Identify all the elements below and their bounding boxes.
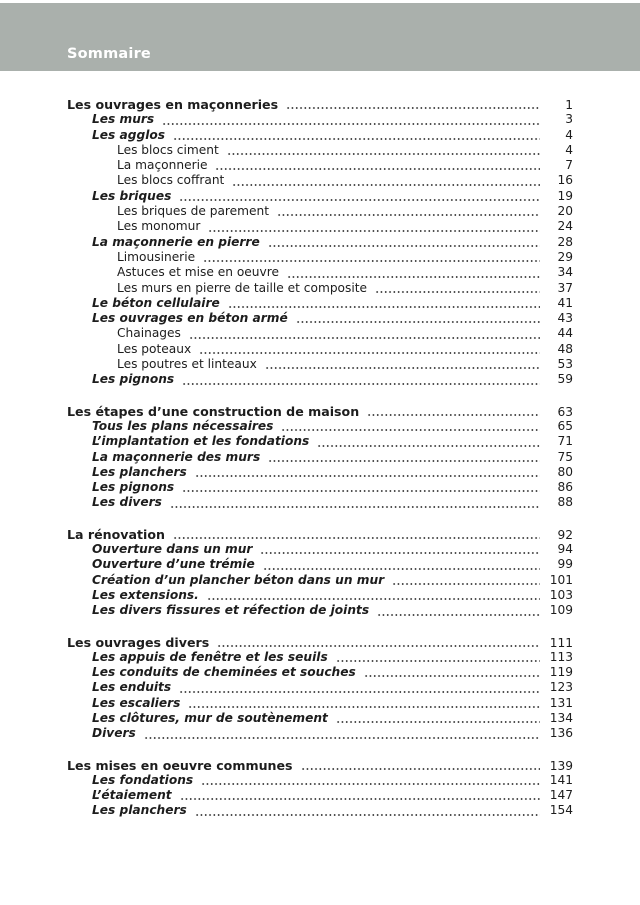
dot-leader — [286, 107, 540, 109]
dot-leader — [188, 706, 540, 708]
toc-entry-page: 75 — [557, 449, 573, 464]
toc-entry-label: La maçonnerie des murs — [92, 449, 261, 464]
toc-entry-label: Les étapes d’une construction de maison — [67, 403, 360, 419]
toc-entry — [67, 788, 573, 803]
toc-section-heading — [67, 97, 573, 112]
toc-entry-label: Les ouvrages en béton armé — [92, 311, 288, 326]
dot-leader — [277, 214, 540, 216]
dot-leader — [260, 552, 540, 554]
toc-entry-page: 154 — [549, 803, 573, 818]
toc-entry — [67, 357, 573, 372]
toc-entry — [67, 773, 573, 788]
dot-leader — [182, 490, 540, 492]
dot-leader — [228, 306, 540, 308]
toc-section-heading — [67, 635, 573, 650]
toc-entry-page: 123 — [549, 680, 573, 695]
dot-leader — [301, 768, 540, 770]
toc-entry-label: Les ouvrages en maçonneries — [67, 97, 279, 112]
dot-leader — [265, 367, 540, 369]
toc-entry-page: 37 — [557, 280, 573, 295]
dot-leader — [392, 583, 540, 585]
toc-entry-page: 16 — [557, 173, 573, 188]
dot-leader — [281, 429, 540, 431]
dot-leader — [377, 614, 540, 616]
toc-entry — [67, 480, 573, 495]
toc-entry-page: 65 — [557, 418, 573, 433]
toc-entry-label: Les conduits de cheminées et souches — [92, 665, 356, 680]
toc-entry-page: 20 — [557, 204, 573, 219]
toc-entry — [67, 603, 573, 618]
toc-entry — [67, 434, 573, 449]
toc-entry-label: Les blocs coffrant — [117, 173, 225, 188]
toc-entry — [67, 158, 573, 173]
toc-entry-page: 4 — [565, 127, 573, 142]
toc-entry — [67, 204, 573, 219]
toc-entry-page: 92 — [557, 527, 573, 542]
toc-entry-page: 59 — [557, 372, 573, 387]
dot-leader — [189, 337, 540, 339]
toc-entry — [67, 311, 573, 326]
toc-entry — [67, 726, 573, 741]
dot-leader — [367, 414, 540, 416]
dot-leader — [201, 783, 540, 785]
toc-entry-page: 147 — [549, 788, 573, 803]
toc-entry-label: Les poutres et linteaux — [117, 357, 257, 372]
toc-entry-label: Les planchers — [92, 464, 187, 479]
dot-leader — [336, 721, 540, 723]
toc-entry-label: Les monomur — [117, 219, 201, 234]
dot-leader — [144, 737, 540, 739]
toc-entry — [67, 495, 573, 510]
toc-entry — [67, 588, 573, 603]
toc-entry-page: 53 — [557, 357, 573, 372]
toc-entry-page: 41 — [557, 295, 573, 310]
toc-entry-label: Divers — [92, 726, 136, 741]
dot-leader — [195, 814, 540, 816]
toc-section-heading — [67, 758, 573, 773]
toc-entry — [67, 419, 573, 434]
toc-entry — [67, 342, 573, 357]
toc-entry-label: Ouverture d’une trémie — [92, 557, 255, 572]
toc-entry-page: 28 — [557, 234, 573, 249]
toc-entry-label: Les clôtures, mur de soutènement — [92, 710, 328, 725]
toc-entry-page: 19 — [557, 188, 573, 203]
dot-leader — [217, 645, 540, 647]
dot-leader — [208, 230, 540, 232]
toc-entry-label: Astuces et mise en oeuvre — [117, 265, 279, 280]
toc-entry — [67, 372, 573, 387]
toc-entry-page: 48 — [557, 341, 573, 356]
dot-leader — [263, 568, 540, 570]
header-bar — [0, 3, 640, 71]
toc-entry-page: 7 — [565, 158, 573, 173]
toc-entry-page: 88 — [557, 495, 573, 510]
toc-entry-page: 43 — [557, 311, 573, 326]
dot-leader — [375, 291, 540, 293]
page-title: Sommaire — [67, 46, 151, 62]
toc-entry — [67, 573, 573, 588]
toc-entry-page: 113 — [549, 649, 573, 664]
toc-entry-label: Les extensions. — [92, 587, 199, 602]
toc-entry — [67, 219, 573, 234]
dot-leader — [227, 153, 540, 155]
toc-entry — [67, 265, 573, 280]
dot-leader — [179, 199, 540, 201]
toc-entry — [67, 128, 573, 143]
toc-section-heading — [67, 527, 573, 542]
toc-entry-page: 1 — [565, 98, 573, 112]
toc-entry-page: 71 — [557, 434, 573, 449]
toc-entry-label: Les divers fissures et réfection de joints — [92, 603, 370, 618]
toc-entry-page: 63 — [557, 404, 573, 419]
dot-leader — [207, 598, 540, 600]
dot-leader — [180, 798, 540, 800]
toc-entry — [67, 557, 573, 572]
toc-entry — [67, 173, 573, 188]
dot-leader — [268, 460, 540, 462]
dot-leader — [199, 352, 540, 354]
dot-leader — [317, 445, 540, 447]
dot-leader — [215, 168, 540, 170]
toc-entry-label: Le béton cellulaire — [92, 295, 220, 310]
toc-entry-label: Les briques de parement — [117, 204, 270, 219]
dot-leader — [336, 660, 540, 662]
toc-entry-label: Les mises en oeuvre communes — [67, 757, 293, 773]
toc-entry — [67, 281, 573, 296]
toc-entry — [67, 680, 573, 695]
toc-entry-label: Les agglos — [92, 127, 166, 142]
toc-entry-label: Les blocs ciment — [117, 142, 219, 157]
toc-section — [67, 635, 573, 742]
toc-entry-label: Les enduits — [92, 680, 172, 695]
dot-leader — [173, 537, 540, 539]
toc-entry-page: 29 — [557, 249, 573, 264]
toc-section — [67, 97, 573, 388]
toc-entry-page: 4 — [565, 142, 573, 157]
dot-leader — [195, 475, 540, 477]
toc-entry — [67, 665, 573, 680]
toc-entry-label: Les briques — [92, 188, 172, 203]
toc-section — [67, 527, 573, 619]
toc-entry-page: 136 — [549, 726, 573, 741]
toc-entry-page: 134 — [549, 710, 573, 725]
toc-entry-page: 24 — [557, 219, 573, 234]
toc-entry-label: Les appuis de fenêtre et les seuils — [92, 649, 328, 664]
toc-entry — [67, 250, 573, 265]
toc-entry-label: Tous les plans nécessaires — [92, 418, 274, 433]
dot-leader — [173, 138, 540, 140]
toc-entry-label: Les divers — [92, 495, 162, 510]
toc-entry-page: 86 — [557, 480, 573, 495]
toc-entry-label: La rénovation — [67, 526, 165, 542]
toc-entry-page: 139 — [549, 758, 573, 773]
dot-leader — [364, 675, 540, 677]
toc-entry — [67, 542, 573, 557]
toc-entry-page: 131 — [549, 695, 573, 710]
toc-entry-label: Les murs en pierre de taille et composite — [117, 280, 368, 295]
toc-entry-label: Les poteaux — [117, 341, 192, 356]
toc-entry-page: 34 — [557, 265, 573, 280]
toc-entry-page: 101 — [549, 572, 573, 587]
dot-leader — [162, 123, 540, 125]
dot-leader — [203, 260, 540, 262]
toc-entry-label: Les planchers — [92, 803, 187, 818]
dot-leader — [232, 184, 540, 186]
toc-entry-label: L’étaiement — [92, 788, 172, 803]
toc-entry-label: Ouverture dans un mur — [92, 542, 253, 557]
toc-entry — [67, 296, 573, 311]
toc-entry — [67, 326, 573, 341]
toc-entry — [67, 143, 573, 158]
toc — [67, 97, 573, 835]
toc-entry-page: 80 — [557, 464, 573, 479]
toc-entry-page: 99 — [557, 557, 573, 572]
toc-entry-label: Les pignons — [92, 480, 175, 495]
toc-entry-page: 44 — [557, 326, 573, 341]
toc-entry-label: Les pignons — [92, 372, 175, 387]
toc-entry-label: Les escaliers — [92, 695, 181, 710]
toc-entry-page: 141 — [549, 772, 573, 787]
dot-leader — [268, 245, 540, 247]
toc-entry-label: La maçonnerie — [117, 158, 208, 173]
toc-entry — [67, 235, 573, 250]
toc-entry — [67, 696, 573, 711]
toc-entry-page: 103 — [549, 587, 573, 602]
toc-entry-label: Les ouvrages divers — [67, 634, 210, 650]
toc-entry — [67, 112, 573, 127]
dot-leader — [170, 506, 540, 508]
toc-entry — [67, 450, 573, 465]
toc-entry-label: La maçonnerie en pierre — [92, 234, 260, 249]
toc-entry — [67, 711, 573, 726]
toc-entry-page: 111 — [549, 635, 573, 650]
toc-entry — [67, 189, 573, 204]
toc-entry — [67, 650, 573, 665]
dot-leader — [179, 691, 540, 693]
toc-entry-page: 119 — [549, 665, 573, 680]
toc-entry-page: 94 — [557, 542, 573, 557]
dot-leader — [287, 276, 540, 278]
toc-section-heading — [67, 404, 573, 419]
dot-leader — [182, 383, 540, 385]
toc-entry-label: Limousinerie — [117, 249, 196, 264]
toc-entry-label: Les murs — [92, 112, 155, 127]
toc-entry-page: 3 — [565, 112, 573, 127]
toc-section — [67, 404, 573, 511]
dot-leader — [296, 321, 540, 323]
toc-entry-page: 109 — [549, 603, 573, 618]
toc-section — [67, 758, 573, 819]
toc-entry-label: Création d’un plancher béton dans un mur — [92, 572, 385, 587]
toc-entry — [67, 465, 573, 480]
toc-entry-label: Les fondations — [92, 772, 194, 787]
toc-entry — [67, 803, 573, 818]
toc-entry-label: L’implantation et les fondations — [92, 434, 310, 449]
toc-entry-label: Chainages — [117, 326, 181, 341]
